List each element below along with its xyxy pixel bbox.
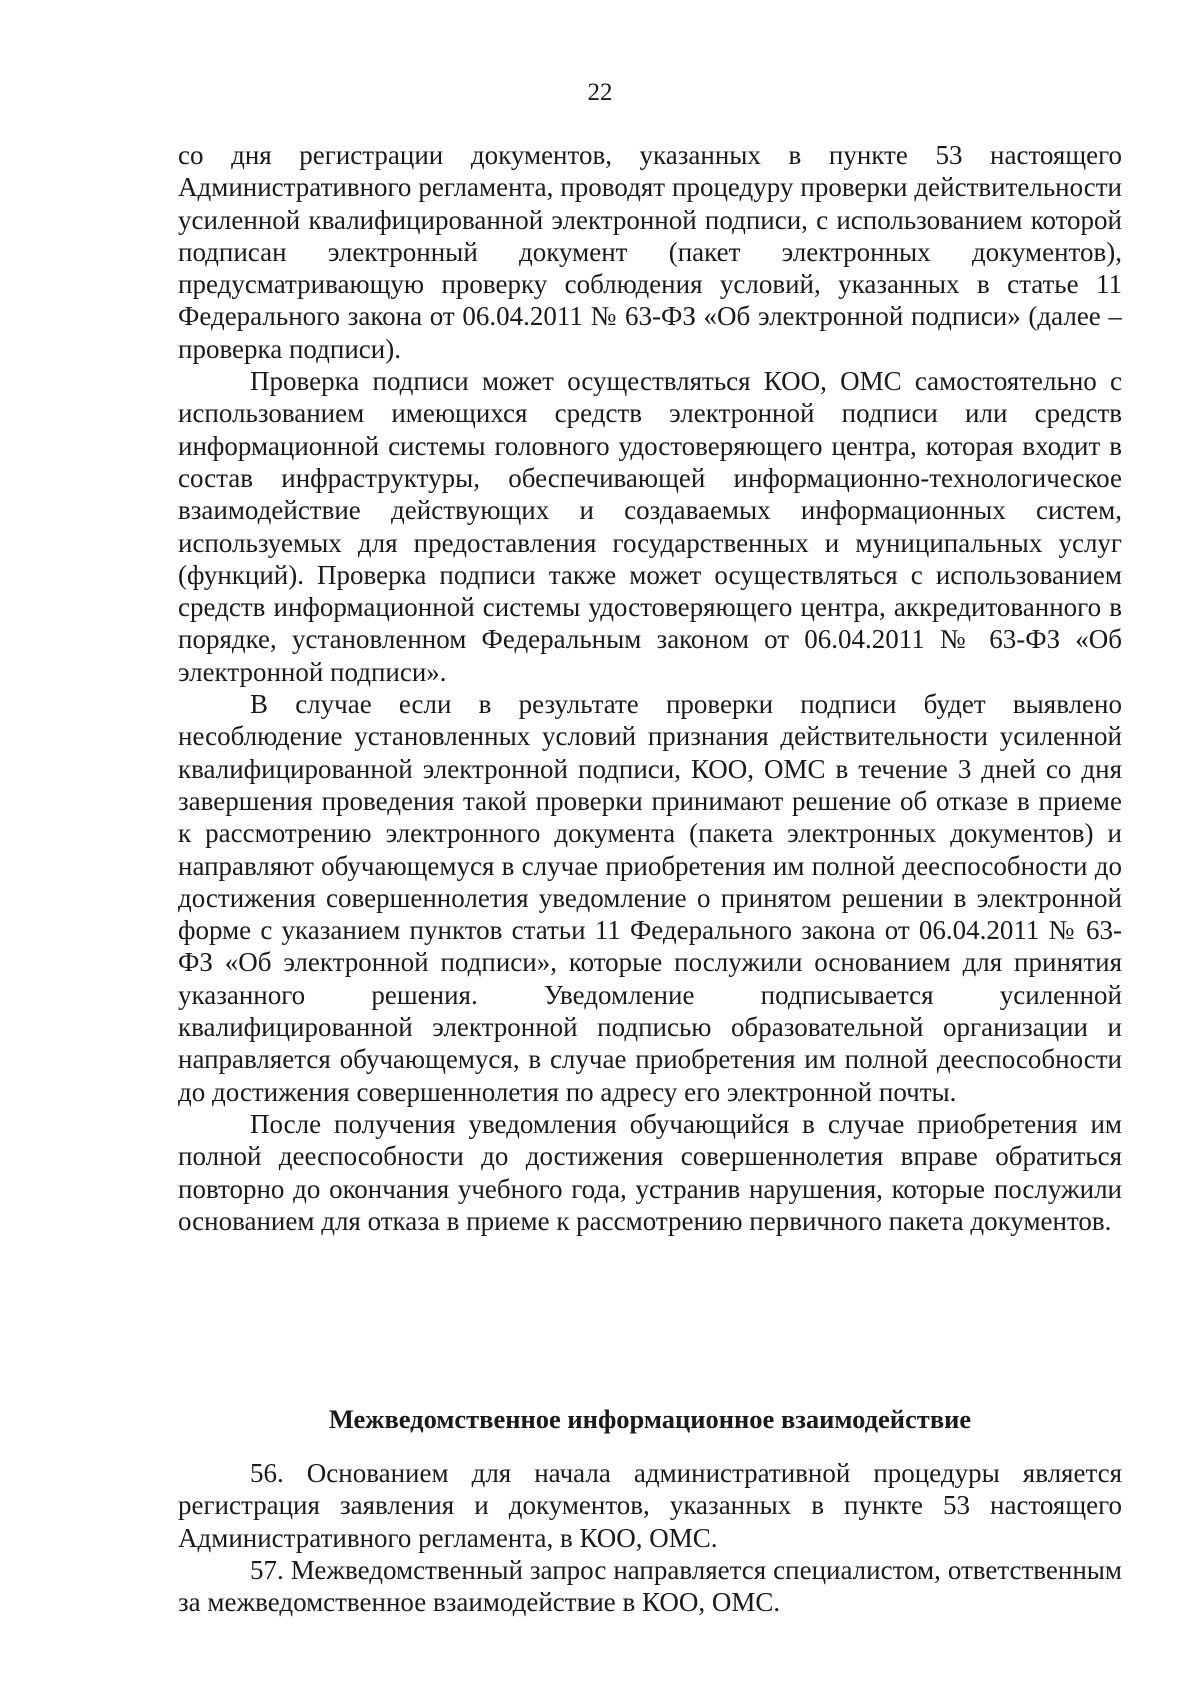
paragraph-item-56: 56. Основанием для начала административной процедуры является регистрация заявления и документов, указанных в пункте 53 настоящего Административного регламента, в КОО, ОМС. bbox=[178, 1458, 1122, 1553]
body-text-bottom bbox=[178, 1457, 1122, 1618]
paragraph-continuation: со дня регистрации документов, указанных в пункте 53 настоящего Административного регламента, проводят процедуру проверки действительности усиленной квалифицированной электронной подписи, с использованием которой подписан электронный документ (пакет электронных документов), предусматривающую проверку соблюдения условий, указанных в статье 11 Федерального закона от 06.04.2011 № 63-ФЗ «Об электронной подписи» (далее – проверка подписи). bbox=[178, 140, 1122, 364]
body-text-top bbox=[178, 139, 1122, 1237]
paragraph-after-notice: После получения уведомления обучающийся в случае приобретения им полной дееспособности до достижения совершеннолетия вправе обратиться повторно до окончания учебного года, устранив нарушения, которые послужили основанием для отказа в приеме к рассмотрению первичного пакета документов. bbox=[178, 1108, 1122, 1236]
section-heading: Межведомственное информационное взаимодействие bbox=[328, 1404, 972, 1434]
paragraph-item-57: 57. Межведомственный запрос направляется специалистом, ответственным за межведомственное взаимодействие в КОО, ОМС. bbox=[178, 1554, 1122, 1618]
page-number: 22 bbox=[587, 79, 613, 106]
paragraph-refusal-case: В случае если в результате проверки подписи будет выявлено несоблюдение установленных условий признания действительности усиленной квалифицированной электронной подписи, КОО, ОМС в течение 3 дней со дня завершения проведения такой проверки принимают решение об отказе в приеме к рассмотрению электронного документа (пакета электронных документов) и направляют обучающемуся в случае приобретения им полной дееспособности до достижения совершеннолетия уведомление о принятом решении в электронной форме с указанием пунктов статьи 11 Федерального закона от 06.04.2011 № 63-ФЗ «Об электронной подписи», которые послужили основанием для принятия указанного решения. Уведомление подписывается усиленной квалифицированной электронной подписью образовательной организации и направляется обучающемуся, в случае приобретения им полной дееспособности до достижения совершеннолетия по адресу его электронной почты. bbox=[178, 689, 1122, 1107]
paragraph-signature-check: Проверка подписи может осуществляться КОО, ОМС самостоятельно с использованием имеющихся средств электронной подписи или средств информационной системы головного удостоверяющего центра, которая входит в состав инфраструктуры, обеспечивающей информационно-технологическое взаимодействие действующих и создаваемых информационных систем, используемых для предоставления государственных и муниципальных услуг (функций). Проверка подписи также может осуществляться с использованием средств информационной системы удостоверяющего центра, аккредитованного в порядке, установленном Федеральным законом от 06.04.2011 № 63-ФЗ «Об электронной подписи». bbox=[178, 366, 1122, 687]
